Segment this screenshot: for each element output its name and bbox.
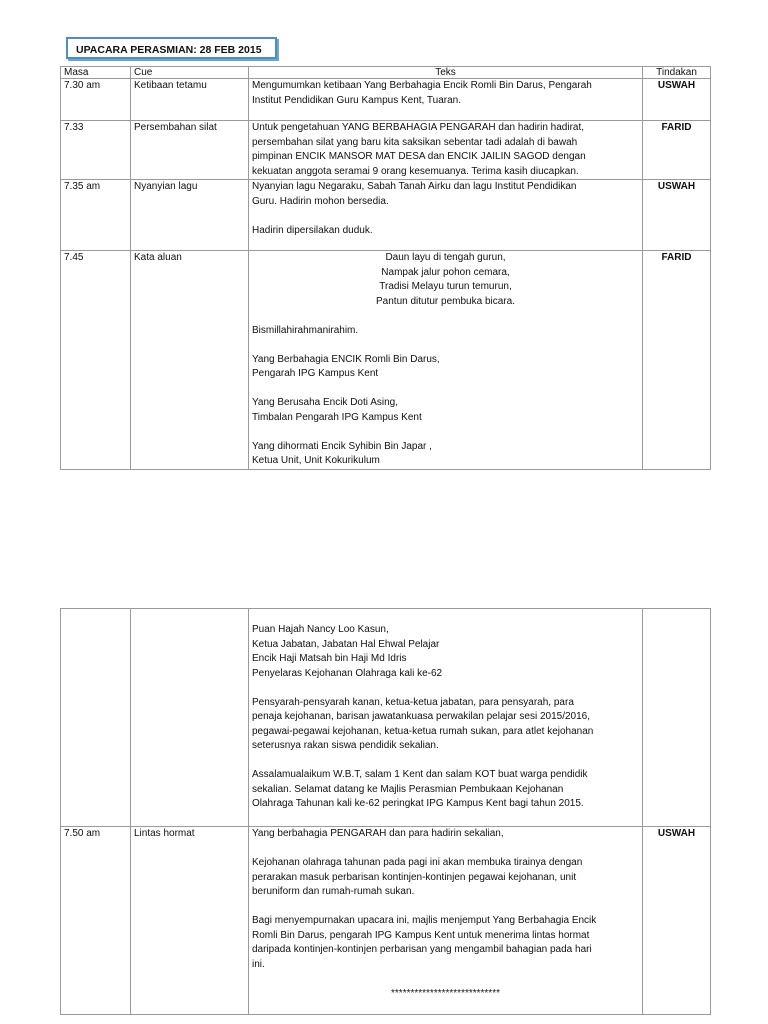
pantun: Daun layu di tengah gurun, Nampak jalur pohon cemara, Tradisi Melayu turun temurun, Pantun ditutur pembuka bicara.	[376, 252, 515, 307]
cell-cue: Lintas hormat	[131, 827, 249, 1015]
cell-teks	[249, 121, 643, 180]
cell-masa: 7.50 am	[61, 827, 131, 1015]
cell-teks	[249, 827, 643, 1015]
cell-tindakan: USWAH	[643, 79, 711, 121]
teks-paragraph: Yang dihormati Encik Syhibin Bin Japar , Ketua Unit, Unit Kokurikulum	[252, 440, 432, 466]
cell-cue	[131, 609, 249, 827]
cell-tindakan: FARID	[643, 251, 711, 470]
cell-masa: 7.33	[61, 121, 131, 180]
cell-masa: 7.30 am	[61, 79, 131, 121]
teks-paragraph: Yang Berusaha Encik Doti Asing, Timbalan Pengarah IPG Kampus Kent	[252, 397, 422, 423]
header-masa: Masa	[61, 67, 131, 79]
teks-paragraph: Pensyarah-pensyarah kanan, ketua-ketua jabatan, para pensyarah, para penaja kejohanan, barisan jawatankuasa perwakilan pelajar sesi 2015/2016, pegawai-pegawai kejohanan, ketua-ketua rumah sukan, para atlet kejohanan seterusnya rakan siswa pendidik sekalian.	[252, 696, 594, 751]
header-tindakan: Tindakan	[643, 67, 711, 79]
cell-cue: Kata aluan	[131, 251, 249, 470]
cell-teks	[249, 609, 643, 827]
cell-tindakan: FARID	[643, 121, 711, 180]
cell-cue: Ketibaan tetamu	[131, 79, 249, 121]
teks-paragraph: Nyanyian lagu Negaraku, Sabah Tanah Airku dan lagu Institut Pendidikan Guru. Hadirin mohon bersedia.	[252, 181, 577, 207]
cell-masa: 7.35 am	[61, 180, 131, 251]
teks-paragraph: Bismillahirahmanirahim.	[252, 324, 359, 336]
table-row	[61, 827, 711, 1015]
cell-masa: 7.45	[61, 251, 131, 470]
stars-divider: ****************************	[391, 987, 500, 999]
document-title: UPACARA PERASMIAN: 28 FEB 2015	[66, 37, 277, 59]
table-row	[61, 121, 711, 180]
teks-paragraph: Yang Berbahagia ENCIK Romli Bin Darus, Pengarah IPG Kampus Kent	[252, 353, 440, 379]
teks-paragraph: Kejohanan olahraga tahunan pada pagi ini akan membuka tirainya dengan perarakan masuk perbarisan kontinjen-kontinjen pegawai kejohanan, unit beruniform dan rumah-rumah sukan.	[252, 857, 583, 897]
cell-tindakan	[643, 609, 711, 827]
cell-masa	[61, 609, 131, 827]
table-row	[61, 251, 711, 470]
cell-teks	[249, 79, 643, 121]
table-row	[61, 180, 711, 251]
header-cue: Cue	[131, 67, 249, 79]
teks-paragraph: Hadirin dipersilakan duduk.	[252, 224, 373, 236]
schedule-table	[60, 66, 711, 470]
schedule-table-continued	[60, 608, 711, 1015]
teks-paragraph: Assalamualaikum W.B.T, salam 1 Kent dan salam KOT buat warga pendidik sekalian. Selamat datang ke Majlis Perasmian Pembukaan Kejohanan Olahraga Tahunan kali ke-62 peringkat IPG Kampus Kent bagi tahun 2015.	[252, 769, 588, 809]
teks-paragraph: Puan Hajah Nancy Loo Kasun, Ketua Jabatan, Jabatan Hal Ehwal Pelajar Encik Haji Matsah bin Haji Md Idris Penyelaras Kejohanan Olahraga kali ke-62	[252, 624, 443, 679]
cell-teks	[249, 180, 643, 251]
teks-paragraph: Untuk pengetahuan YANG BERBAHAGIA PENGARAH dan hadirin hadirat, persembahan silat yang baru kita saksikan sebentar tadi adalah di bawah pimpinan ENCIK MANSOR MAT DESA dan ENCIK JAILIN SAGOD dengan kekuatan anggota seramai 9 orang kesemuanya. Terima kasih diucapkan.	[252, 122, 586, 177]
cell-tindakan: USWAH	[643, 180, 711, 251]
table-row	[61, 79, 711, 121]
header-teks: Teks	[249, 67, 643, 79]
cell-cue: Nyanyian lagu	[131, 180, 249, 251]
cell-tindakan: USWAH	[643, 827, 711, 1015]
table-header-row	[61, 67, 711, 79]
teks-paragraph: Mengumumkan ketibaan Yang Berbahagia Encik Romli Bin Darus, Pengarah Institut Pendidikan Guru Kampus Kent, Tuaran.	[252, 80, 592, 106]
table-row	[61, 609, 711, 827]
teks-paragraph: Yang berbahagia PENGARAH dan para hadirin sekalian,	[252, 828, 504, 839]
cell-teks	[249, 251, 643, 470]
teks-paragraph: Bagi menyempurnakan upacara ini, majlis menjemput Yang Berbahagia Encik Romli Bin Darus, pengarah IPG Kampus Kent untuk menerima lintas hormat daripada kontinjen-kontinjen perbarisan yang mengambil bahagian pada hari ini.	[252, 915, 597, 970]
cell-cue: Persembahan silat	[131, 121, 249, 180]
